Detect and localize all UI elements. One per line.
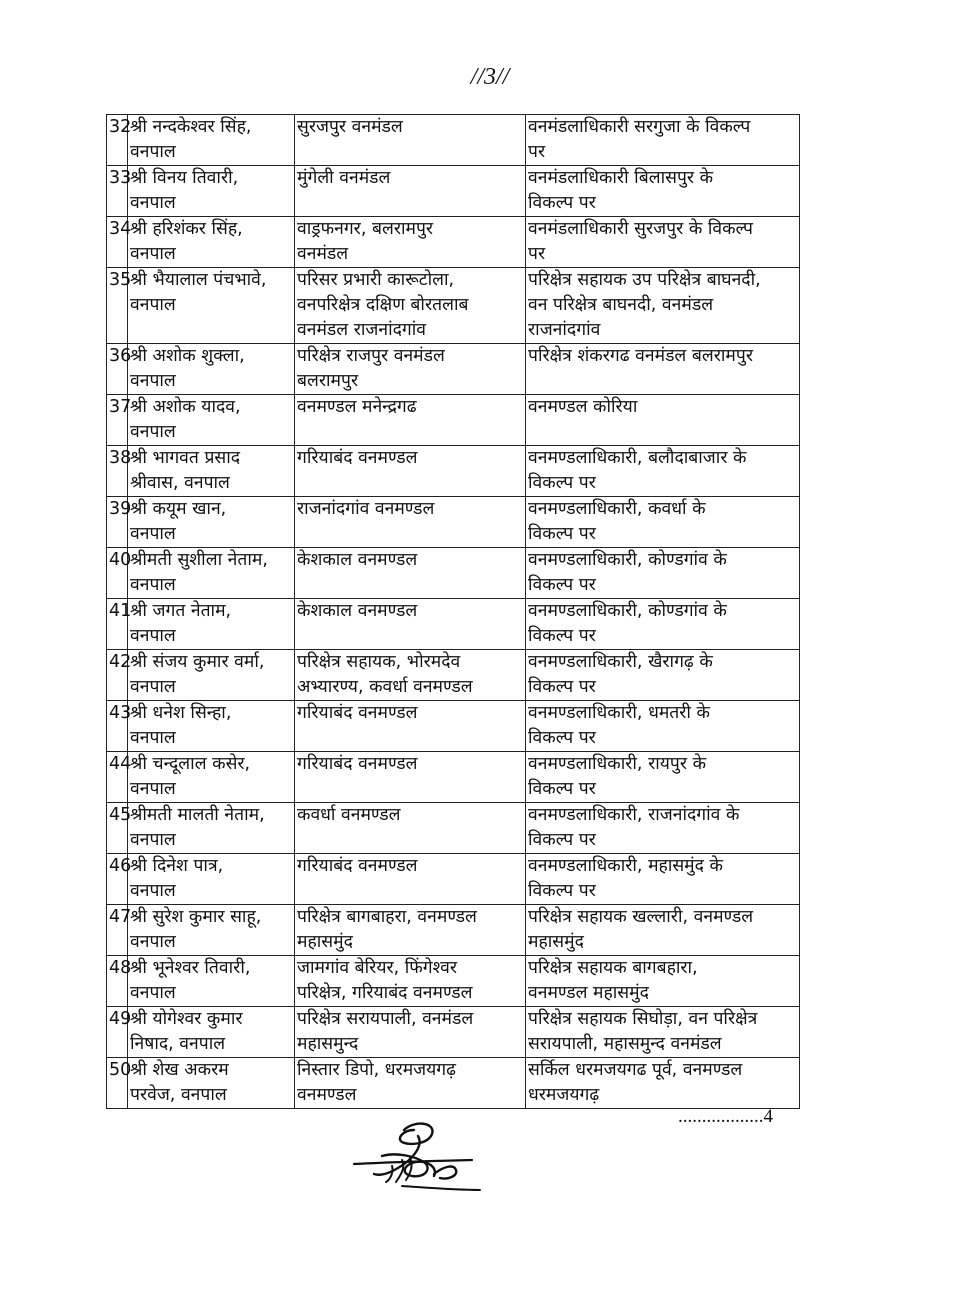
employee-name-cell (128, 905, 295, 956)
employee-name-cell-line: श्री विनय तिवारी, (130, 168, 239, 188)
new-posting-cell-line: वनमण्डलाधिकारी, रायपुर के (528, 754, 707, 774)
table-row (107, 115, 800, 166)
current-posting-cell-line: जामगांव बेरियर, फिंगेश्वर (297, 958, 457, 978)
current-posting-cell (295, 344, 526, 395)
table-row (107, 803, 800, 854)
employee-name-cell-line: वनपाल (130, 422, 176, 442)
employee-name-cell (128, 599, 295, 650)
current-posting-cell-line: वनमंडल राजनांदगांव (297, 320, 427, 340)
new-posting-cell-line: वनमण्डलाधिकारी, बलौदाबाजार के (528, 448, 747, 468)
employee-name-cell-line: वनपाल (130, 142, 176, 162)
table-row (107, 956, 800, 1007)
employee-name-cell (128, 115, 295, 166)
serial-number-cell: 50 (107, 1058, 128, 1109)
new-posting-cell (526, 956, 800, 1007)
employee-name-cell-line: वनपाल (130, 626, 176, 646)
serial-number-cell: 32 (107, 115, 128, 166)
current-posting-cell-line: परिक्षेत्र बागबाहरा, वनमण्डल (297, 907, 477, 927)
employee-name-cell-line: श्री चन्दूलाल कसेर, (130, 754, 251, 774)
serial-number-cell: 48 (107, 956, 128, 1007)
new-posting-cell-line: विकल्प पर (528, 626, 596, 646)
current-posting-cell-line: महासमुंद (297, 932, 353, 952)
employee-name-cell-line: श्री नन्दकेश्वर सिंह, (130, 117, 252, 137)
current-posting-cell (295, 217, 526, 268)
new-posting-cell (526, 650, 800, 701)
current-posting-cell-line: केशकाल वनमण्डल (297, 550, 418, 570)
employee-name-cell (128, 854, 295, 905)
new-posting-cell-line: वनमण्डलाधिकारी, कोण्डगांव के (528, 601, 727, 621)
serial-number-cell: 40 (107, 548, 128, 599)
table-row (107, 446, 800, 497)
employee-name-cell-line: वनपाल (130, 932, 176, 952)
signature (352, 1116, 492, 1196)
new-posting-cell (526, 1007, 800, 1058)
employee-name-cell-line: श्री योगेश्वर कुमार (130, 1009, 243, 1029)
current-posting-cell (295, 395, 526, 446)
current-posting-cell (295, 1058, 526, 1109)
employee-name-cell-line: श्री अशोक यादव, (130, 397, 241, 417)
employee-name-cell-line: श्री अशोक शुक्ला, (130, 346, 245, 366)
current-posting-cell-line: परिसर प्रभारी कारूटोला, (297, 270, 455, 290)
new-posting-cell-line: विकल्प पर (528, 728, 596, 748)
current-posting-cell-line: निस्तार डिपो, धरमजयगढ़ (297, 1060, 456, 1080)
new-posting-cell-line: धरमजयगढ़ (528, 1085, 600, 1105)
current-posting-cell (295, 166, 526, 217)
new-posting-cell-line: विकल्प पर (528, 575, 596, 595)
current-posting-cell-line: केशकाल वनमण्डल (297, 601, 418, 621)
table-row (107, 395, 800, 446)
employee-name-cell-line: वनपाल (130, 728, 176, 748)
new-posting-cell-line: वनमण्डलाधिकारी, कवर्धा के (528, 499, 706, 519)
employee-name-cell-line: निषाद, वनपाल (130, 1034, 226, 1054)
current-posting-cell-line: गरियाबंद वनमण्डल (297, 448, 418, 468)
new-posting-cell-line: वनमण्डलाधिकारी, खैरागढ़ के (528, 652, 713, 672)
serial-number-cell: 36 (107, 344, 128, 395)
current-posting-cell (295, 548, 526, 599)
new-posting-cell-line: पर (528, 142, 546, 162)
table-row (107, 497, 800, 548)
current-posting-cell-line: सुरजपुर वनमंडल (297, 117, 403, 137)
new-posting-cell (526, 395, 800, 446)
new-posting-cell (526, 166, 800, 217)
employee-name-cell-line: वनपाल (130, 830, 176, 850)
employee-name-cell-line: वनपाल (130, 677, 176, 697)
current-posting-cell (295, 1007, 526, 1058)
serial-number-cell: 47 (107, 905, 128, 956)
current-posting-cell (295, 497, 526, 548)
new-posting-cell-line: वनमण्डलाधिकारी, राजनांदगांव के (528, 805, 740, 825)
page-number: //3// (470, 64, 510, 90)
employee-name-cell-line: वनपाल (130, 575, 176, 595)
employee-name-cell-line: वनपाल (130, 881, 176, 901)
new-posting-cell-line: विकल्प पर (528, 881, 596, 901)
new-posting-cell-line: राजनांदगांव (528, 320, 601, 340)
current-posting-cell-line: परिक्षेत्र सहायक, भोरमदेव (297, 652, 461, 672)
new-posting-cell-line: परिक्षेत्र सहायक बागबहारा, (528, 958, 698, 978)
employee-name-cell-line: श्री कयूम खान, (130, 499, 227, 519)
employee-name-cell (128, 701, 295, 752)
employee-name-cell-line: वनपाल (130, 371, 176, 391)
employee-name-cell-line: श्री शेख अकरम (130, 1060, 229, 1080)
current-posting-cell (295, 446, 526, 497)
new-posting-cell-line: वनमण्डलाधिकारी, धमतरी के (528, 703, 710, 723)
employee-name-cell-line: श्रीमती सुशीला नेताम, (130, 550, 268, 570)
new-posting-cell-line: वनमंडलाधिकारी बिलासपुर के (528, 168, 714, 188)
employee-name-cell-line: श्री भागवत प्रसाद (130, 448, 241, 468)
new-posting-cell-line: विकल्प पर (528, 677, 596, 697)
new-posting-cell-line: परिक्षेत्र सहायक उप परिक्षेत्र बाघनदी, (528, 270, 761, 290)
new-posting-cell-line: परिक्षेत्र सहायक खल्लारी, वनमण्डल (528, 907, 754, 927)
table-row (107, 752, 800, 803)
employee-name-cell (128, 446, 295, 497)
table-row (107, 905, 800, 956)
table-row (107, 1058, 800, 1109)
current-posting-cell-line: अभ्यारण्य, कवर्धा वनमण्डल (297, 677, 473, 697)
current-posting-cell (295, 905, 526, 956)
new-posting-cell-line: परिक्षेत्र सहायक सिघोड़ा, वन परिक्षेत्र (528, 1009, 758, 1029)
employee-name-cell-line: वनपाल (130, 295, 176, 315)
employee-name-cell-line: श्री दिनेश पात्र, (130, 856, 224, 876)
employee-name-cell-line: श्रीमती मालती नेताम, (130, 805, 265, 825)
new-posting-cell-line: विकल्प पर (528, 524, 596, 544)
new-posting-cell-line: विकल्प पर (528, 779, 596, 799)
current-posting-cell (295, 752, 526, 803)
new-posting-cell-line: वनमण्डल कोरिया (528, 397, 638, 417)
new-posting-cell (526, 599, 800, 650)
new-posting-cell (526, 446, 800, 497)
current-posting-cell-line: गरियाबंद वनमण्डल (297, 754, 418, 774)
employee-name-cell (128, 548, 295, 599)
current-posting-cell-line: वाड्रफनगर, बलरामपुर (297, 219, 434, 239)
table-row (107, 344, 800, 395)
employee-name-cell (128, 1007, 295, 1058)
table-row (107, 1007, 800, 1058)
new-posting-cell-line: सर्किल धरमजयगढ पूर्व, वनमण्डल (528, 1060, 743, 1080)
table-row (107, 701, 800, 752)
current-posting-cell (295, 956, 526, 1007)
table-row (107, 650, 800, 701)
employee-name-cell-line: वनपाल (130, 983, 176, 1003)
table-body (107, 115, 800, 1109)
new-posting-cell-line: वनमण्डलाधिकारी, महासमुंद के (528, 856, 723, 876)
employee-name-cell (128, 166, 295, 217)
employee-name-cell-line: वनपाल (130, 779, 176, 799)
current-posting-cell-line: महासमुन्द (297, 1034, 359, 1054)
table-row (107, 217, 800, 268)
current-posting-cell (295, 803, 526, 854)
employee-name-cell (128, 395, 295, 446)
new-posting-cell (526, 548, 800, 599)
table-row (107, 599, 800, 650)
employee-name-cell (128, 650, 295, 701)
table-row (107, 548, 800, 599)
current-posting-cell-line: परिक्षेत्र राजपुर वनमंडल (297, 346, 445, 366)
transfer-table (106, 114, 800, 1109)
employee-name-cell (128, 497, 295, 548)
serial-number-cell: 33 (107, 166, 128, 217)
current-posting-cell-line: वनमण्डल मनेन्द्रगढ (297, 397, 417, 417)
serial-number-cell: 39 (107, 497, 128, 548)
employee-name-cell-line: श्री धनेश सिन्हा, (130, 703, 232, 723)
current-posting-cell-line: परिक्षेत्र, गरियाबंद वनमण्डल (297, 983, 473, 1003)
new-posting-cell-line: विकल्प पर (528, 473, 596, 493)
new-posting-cell-line: सरायपाली, महासमुन्द वनमंडल (528, 1034, 722, 1054)
employee-name-cell-line: श्री हरिशंकर सिंह, (130, 219, 243, 239)
serial-number-cell: 38 (107, 446, 128, 497)
serial-number-cell: 45 (107, 803, 128, 854)
serial-number-cell: 35 (107, 268, 128, 344)
current-posting-cell-line: कवर्धा वनमण्डल (297, 805, 401, 825)
current-posting-cell (295, 268, 526, 344)
new-posting-cell (526, 1058, 800, 1109)
employee-name-cell-line: श्री भैयालाल पंचभावे, (130, 270, 267, 290)
employee-name-cell (128, 268, 295, 344)
current-posting-cell (295, 599, 526, 650)
new-posting-cell-line: विकल्प पर (528, 193, 596, 213)
new-posting-cell (526, 905, 800, 956)
table-row (107, 854, 800, 905)
current-posting-cell-line: वनमण्डल (297, 1085, 357, 1105)
employee-name-cell (128, 1058, 295, 1109)
serial-number-cell: 37 (107, 395, 128, 446)
employee-name-cell-line: श्री भूनेश्वर तिवारी, (130, 958, 251, 978)
current-posting-cell-line: गरियाबंद वनमण्डल (297, 856, 418, 876)
new-posting-cell (526, 752, 800, 803)
new-posting-cell-line: पर (528, 244, 546, 264)
current-posting-cell-line: बलरामपुर (297, 371, 359, 391)
employee-name-cell (128, 803, 295, 854)
employee-name-cell-line: श्रीवास, वनपाल (130, 473, 230, 493)
serial-number-cell: 41 (107, 599, 128, 650)
current-posting-cell-line: परिक्षेत्र सरायपाली, वनमंडल (297, 1009, 474, 1029)
serial-number-cell: 46 (107, 854, 128, 905)
employee-name-cell-line: श्री सुरेश कुमार साहू, (130, 907, 262, 927)
current-posting-cell-line: राजनांदगांव वनमण्डल (297, 499, 435, 519)
employee-name-cell (128, 217, 295, 268)
current-posting-cell-line: वनमंडल (297, 244, 349, 264)
new-posting-cell (526, 803, 800, 854)
serial-number-cell: 34 (107, 217, 128, 268)
new-posting-cell-line: वनमंडलाधिकारी सरगुजा के विकल्प (528, 117, 751, 137)
table-row (107, 268, 800, 344)
employee-name-cell-line: वनपाल (130, 193, 176, 213)
employee-name-cell (128, 956, 295, 1007)
new-posting-cell-line: वन परिक्षेत्र बाघनदी, वनमंडल (528, 295, 714, 315)
current-posting-cell (295, 854, 526, 905)
current-posting-cell (295, 115, 526, 166)
employee-name-cell-line: श्री संजय कुमार वर्मा, (130, 652, 265, 672)
new-posting-cell-line: वनमण्डलाधिकारी, कोण्डगांव के (528, 550, 727, 570)
current-posting-cell-line: मुंगेली वनमंडल (297, 168, 391, 188)
table-row (107, 166, 800, 217)
new-posting-cell-line: महासमुंद (528, 932, 584, 952)
serial-number-cell: 42 (107, 650, 128, 701)
serial-number-cell: 44 (107, 752, 128, 803)
continuation-marker: ..................4 (678, 1106, 773, 1127)
serial-number-cell: 49 (107, 1007, 128, 1058)
employee-name-cell (128, 752, 295, 803)
new-posting-cell-line: वनमंडलाधिकारी सुरजपुर के विकल्प (528, 219, 753, 239)
serial-number-cell: 43 (107, 701, 128, 752)
new-posting-cell (526, 115, 800, 166)
new-posting-cell-line: विकल्प पर (528, 830, 596, 850)
current-posting-cell (295, 650, 526, 701)
employee-name-cell-line: श्री जगत नेताम, (130, 601, 232, 621)
new-posting-cell (526, 854, 800, 905)
employee-name-cell (128, 344, 295, 395)
employee-name-cell-line: वनपाल (130, 524, 176, 544)
current-posting-cell (295, 701, 526, 752)
new-posting-cell-line: परिक्षेत्र शंकरगढ वनमंडल बलरामपुर (528, 346, 753, 366)
new-posting-cell (526, 268, 800, 344)
new-posting-cell (526, 701, 800, 752)
new-posting-cell (526, 344, 800, 395)
employee-name-cell-line: वनपाल (130, 244, 176, 264)
current-posting-cell-line: गरियाबंद वनमण्डल (297, 703, 418, 723)
current-posting-cell-line: वनपरिक्षेत्र दक्षिण बोरतलाब (297, 295, 469, 315)
new-posting-cell (526, 217, 800, 268)
new-posting-cell-line: वनमण्डल महासमुंद (528, 983, 649, 1003)
new-posting-cell (526, 497, 800, 548)
employee-name-cell-line: परवेज, वनपाल (130, 1085, 227, 1105)
